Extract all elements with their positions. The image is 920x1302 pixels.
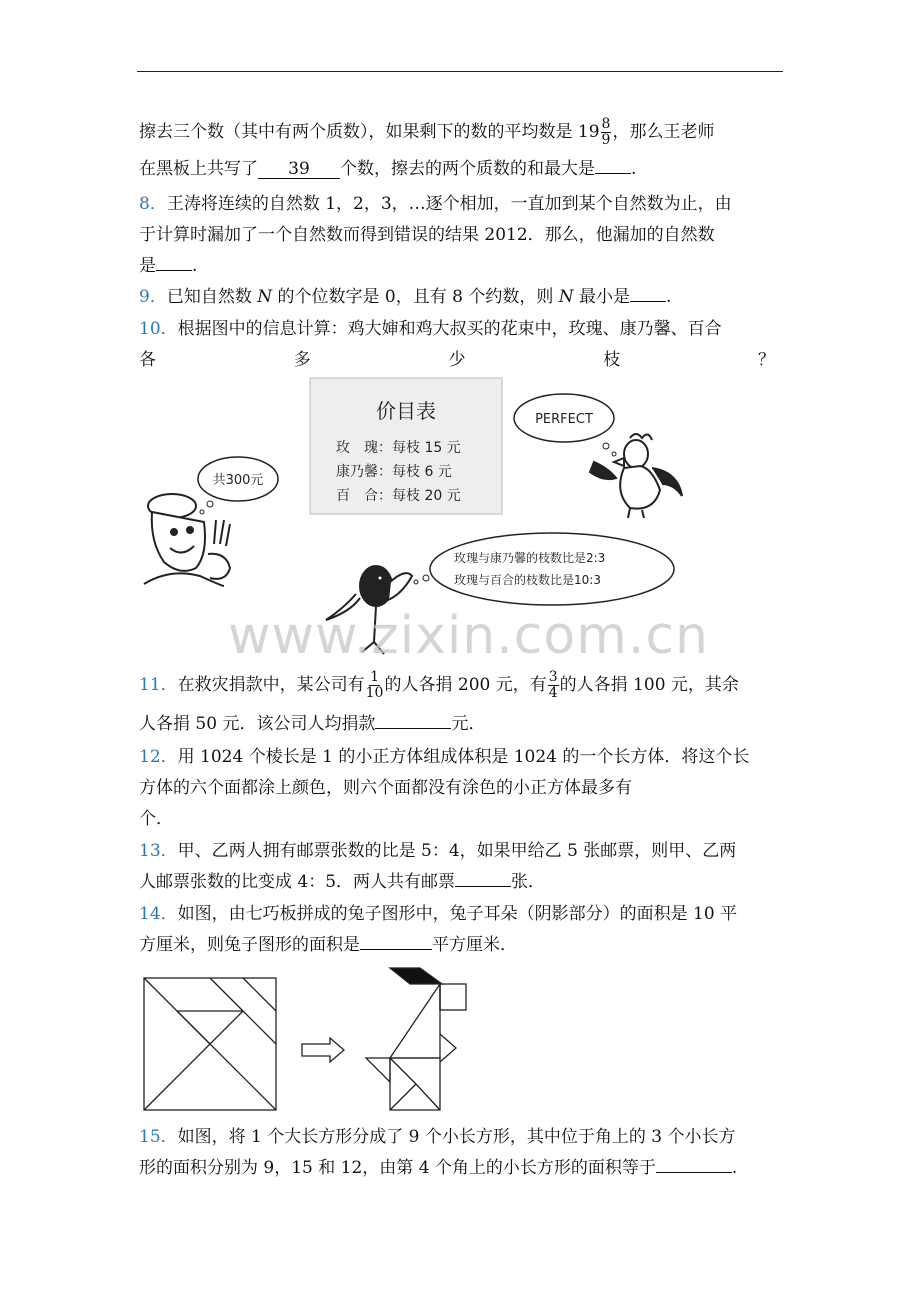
bubble-ratio-1: 玫瑰与康乃馨的枝数比是2:3: [454, 551, 606, 565]
q13-line-2: 人邮票张数的比变成 4：5．两人共有邮票 张．: [139, 872, 546, 892]
q11-number: 11．: [139, 675, 178, 695]
rabbit-ear-shaded: [390, 968, 442, 984]
bubble-ratio: [430, 533, 674, 605]
q12-number: 12．: [139, 747, 178, 767]
q8-number: 8．: [139, 194, 167, 214]
q10-line-2: 各 多 少 枝 ？: [139, 350, 775, 370]
q8-blank: [156, 270, 192, 271]
q8-line-3: 是 .: [139, 256, 198, 276]
price-rose: 玫 瑰：每枝 15 元: [336, 440, 461, 456]
q7-answer-blank: 39: [258, 160, 340, 179]
arrow-right-icon: [302, 1038, 344, 1062]
q13-number: 13．: [139, 841, 178, 861]
q12-line-2: 方体的六个面都涂上颜色，则六个面都没有涂色的小正方体最多有: [139, 778, 632, 798]
q15-blank: [656, 1172, 732, 1173]
q12-line-3: 个．: [139, 809, 173, 829]
watermark: www.zixin.com.cn: [228, 606, 709, 666]
q11-line-1: 11．在救灾捐款中，某公司有 $\frac{1}{10}$ 的人各捐 200 元，有 $\frac{3}{4}$ 的人各捐 100 元，其余: [139, 669, 739, 701]
q9-blank: [630, 301, 666, 302]
q11-blank: [375, 728, 451, 729]
q7-text: 擦去三个数（其中有两个质数），如果剩下的数的平均数是 19: [139, 122, 600, 142]
q13-blank: [455, 886, 511, 887]
q9-line: 9．已知自然数 N 的个位数字是 0，且有 8 个约数，则 N 最小是 .: [139, 287, 672, 307]
q14-figure: [138, 962, 478, 1118]
bubble-total-text: 共300元: [212, 473, 264, 488]
q10-line-1: 10．根据图中的信息计算：鸡大婶和鸡大叔买的花束中，玫瑰、康乃馨、百合: [139, 319, 722, 339]
q7-line-1: [139, 117, 714, 148]
price-carnation: 康乃馨：每枝 6 元: [336, 464, 452, 480]
q14-line-2: 方厘米，则兔子图形的面积是 平方厘米．: [139, 935, 517, 955]
bubble-perfect-text: PERFECT: [535, 412, 593, 427]
q14-blank: [360, 949, 432, 950]
q11-line-2: 人各捐 50 元．该公司人均捐款 元．: [139, 714, 486, 734]
price-lily: 百 合：每枝 20 元: [336, 488, 461, 504]
tangram-rabbit: [366, 968, 466, 1110]
q9-number: 9．: [139, 287, 167, 307]
q11-fraction-2: $\frac{3}{4}$: [548, 669, 558, 701]
q11-fraction-1: $\frac{1}{10}$: [365, 669, 384, 701]
q7-text-after: ，那么王老师: [612, 122, 715, 142]
q7-line-2: 在黑板上共写了 39 个数，擦去的两个质数的和最大是 .: [139, 159, 637, 179]
tangram-square: [144, 978, 276, 1110]
q14-number: 14．: [139, 904, 178, 924]
q8-line-1: 8．王涛将连续的自然数 1，2，3，…逐个相加，一直加到某个自然数为止，由: [139, 194, 732, 214]
q12-line-1: 12．用 1024 个棱长是 1 的小正方体组成体积是 1024 的一个长方体．将这个长: [139, 747, 750, 767]
q15-number: 15．: [139, 1127, 178, 1147]
q10-number: 10．: [139, 319, 178, 339]
chef-character-icon: [144, 494, 230, 586]
q15-line-1: 15．如图，将 1 个大长方形分成了 9 个小长方形，其中位于角上的 3 个小长方: [139, 1127, 736, 1147]
q7-blank-2: [595, 173, 631, 174]
q14-line-1: 14．如图，由七巧板拼成的兔子图形中，兔子耳朵（阴影部分）的面积是 10 平: [139, 904, 738, 924]
q15-line-2: 形的面积分别为 9，15 和 12，由第 4 个角上的小长方形的面积等于 .: [139, 1158, 738, 1178]
q8-line-2: 于计算时漏加了一个自然数而得到错误的结果 2012．那么，他漏加的自然数: [139, 225, 715, 245]
q13-line-1: 13．甲、乙两人拥有邮票张数的比是 5：4，如果甲给乙 5 张邮票，则甲、乙两: [139, 841, 737, 861]
header-rule: [137, 71, 783, 72]
bubble-ratio-2: 玫瑰与百合的枝数比是10:3: [454, 573, 601, 587]
price-table-title: 价目表: [376, 399, 436, 423]
q7-fraction: $\frac{8}{9}$: [601, 116, 611, 148]
